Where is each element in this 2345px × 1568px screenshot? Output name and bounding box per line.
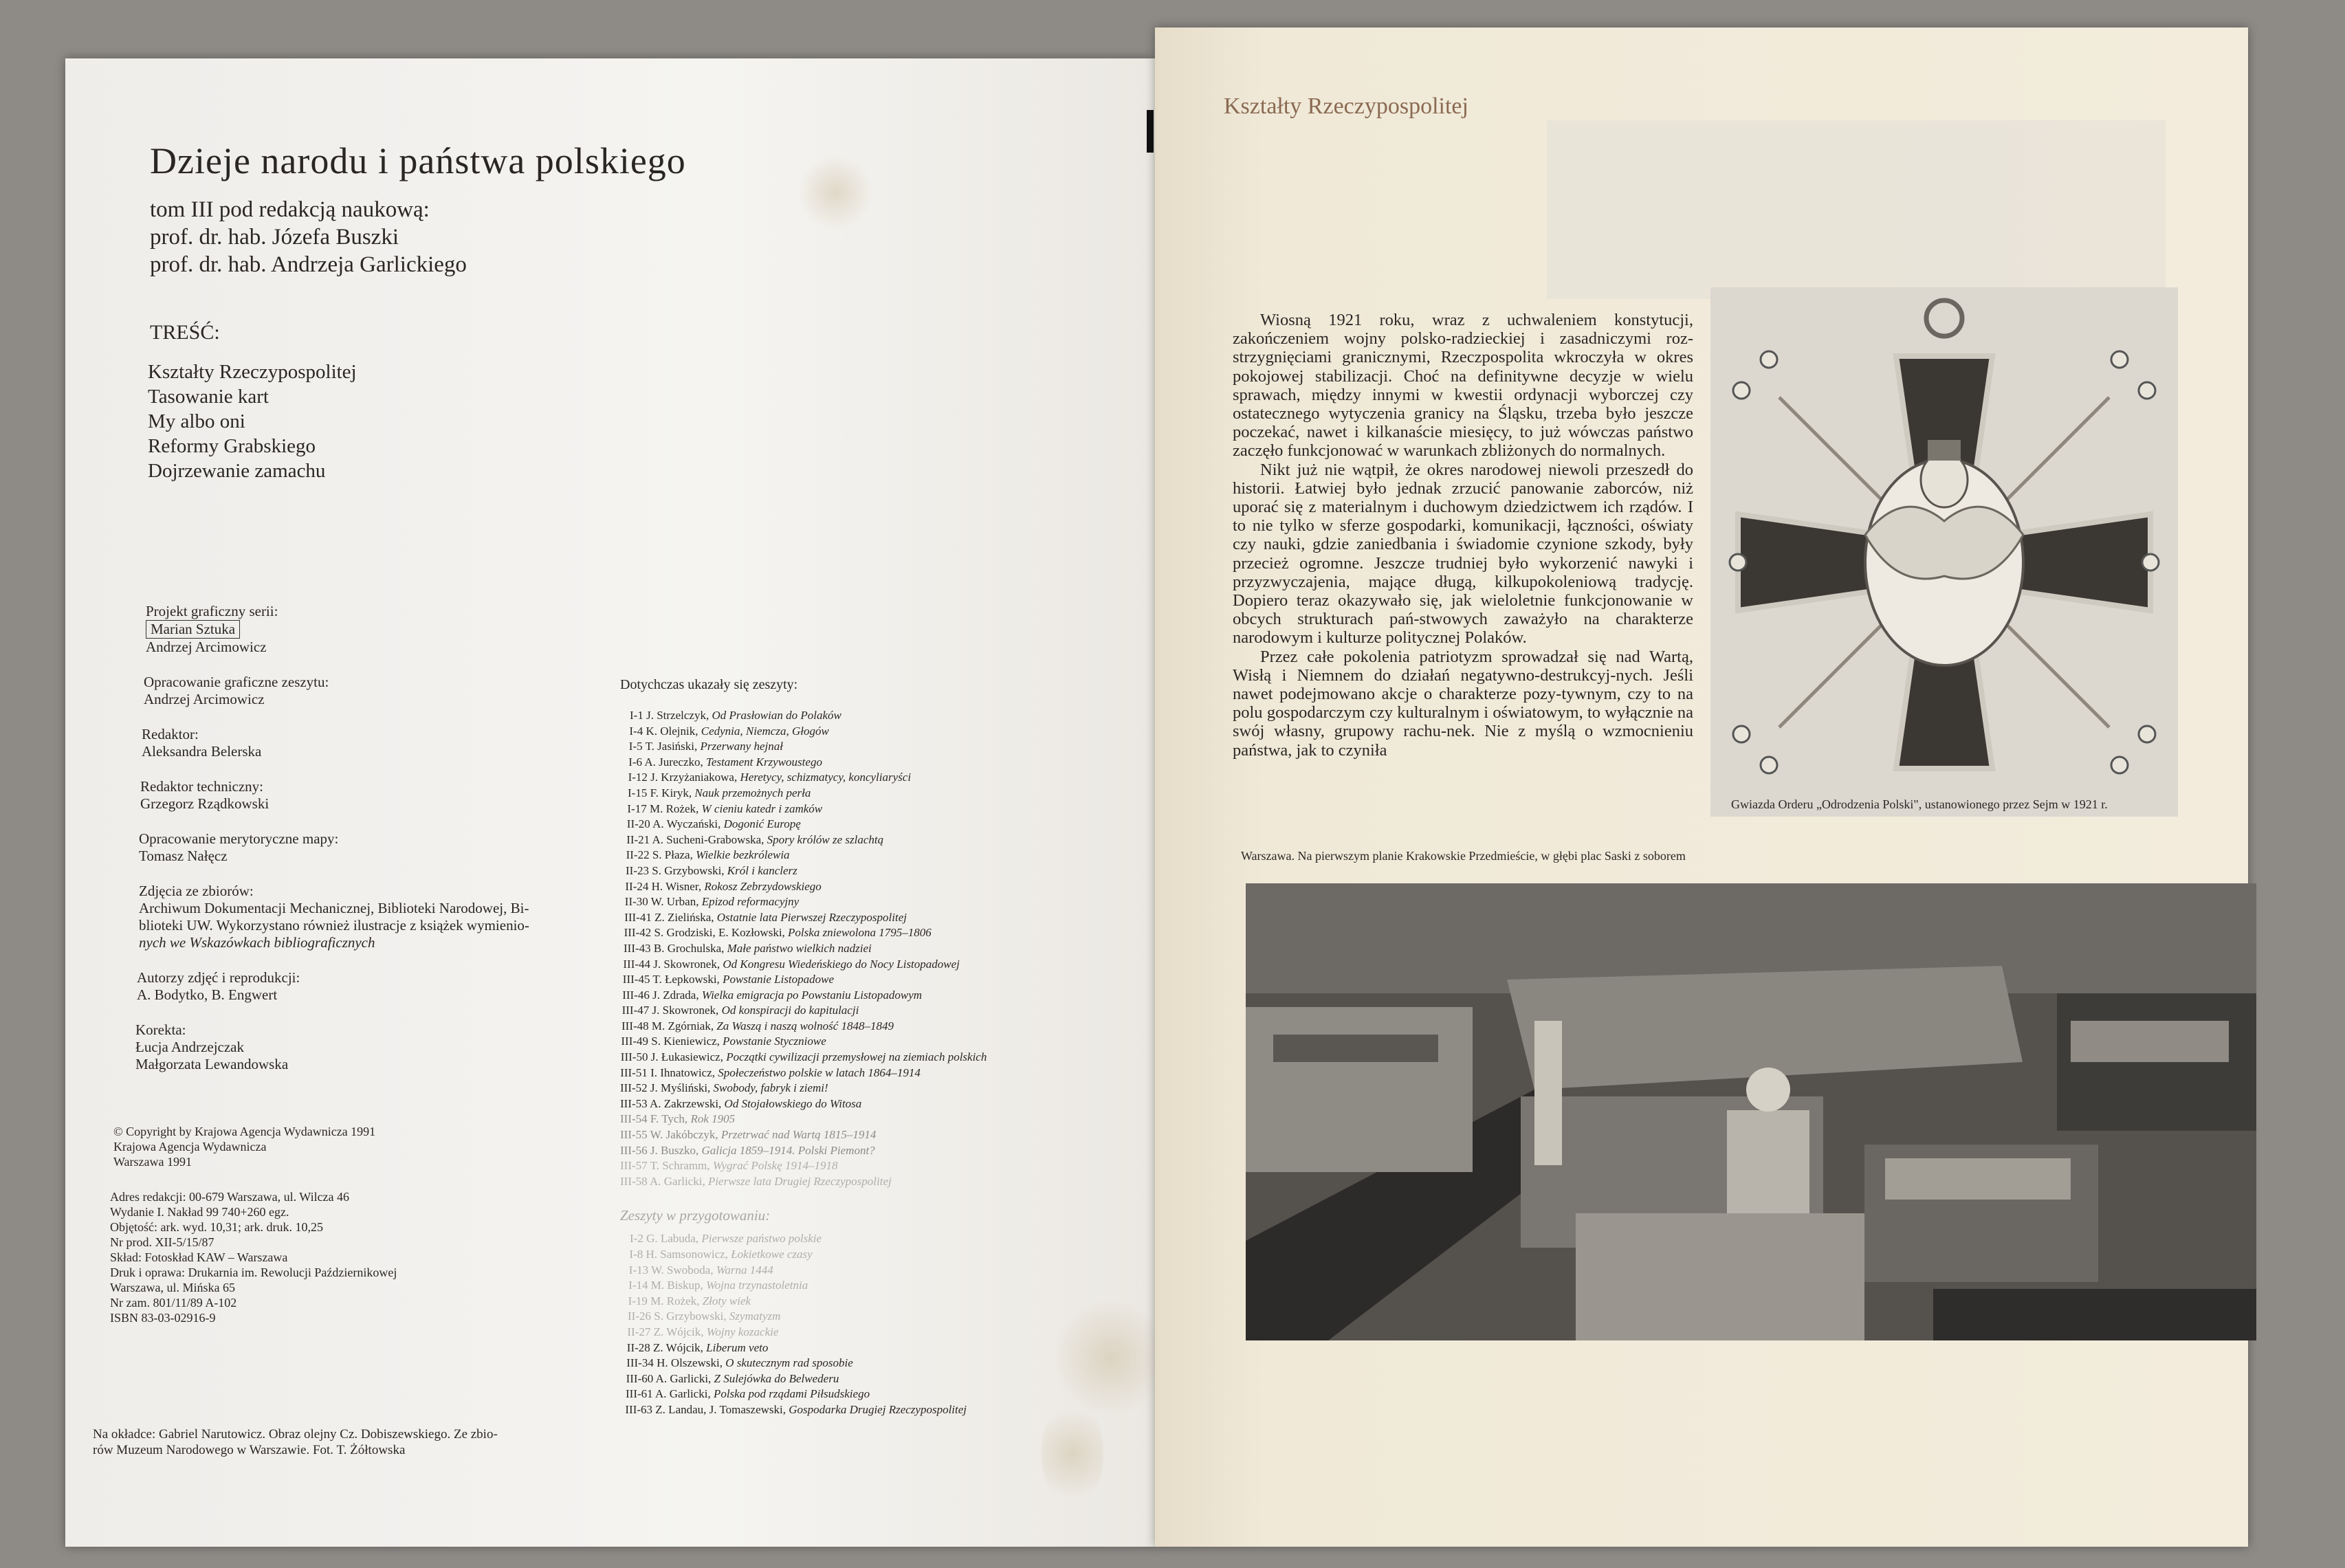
series-item-author: II-21 <box>626 832 652 846</box>
medal-photo <box>1710 287 2178 817</box>
series-item-author: H. Wisner, <box>651 879 705 893</box>
credit-label: Opracowanie graficzne zeszytu: <box>144 674 329 690</box>
series-item-title: Powstanie Listopadowe <box>723 973 835 986</box>
series-item-author: II-27 <box>627 1325 654 1338</box>
running-head: Kształty Rzeczypospolitej <box>1224 93 1468 119</box>
series-item-title: Społeczeństwo polskie w latach 1864–1914 <box>718 1065 921 1079</box>
series-item <box>620 1294 987 1310</box>
series-item-title: Gospodarka Drugiej Rzeczypospolitej <box>789 1402 967 1416</box>
series-item-author: Z. Zielińska, <box>654 910 717 924</box>
series-item <box>620 786 987 802</box>
series-item <box>620 1143 987 1159</box>
show-through-area <box>1547 120 2166 299</box>
series-item-title: Złoty wiek <box>702 1294 751 1307</box>
credit-label: Redaktor: <box>142 726 199 742</box>
credit-label: Zdjęcia ze zbiorów: <box>139 883 254 899</box>
series-item-author: M. Rożek, <box>650 1294 703 1307</box>
cover-note-line: rów Muzeum Narodowego w Warszawie. Fot. T. Żółtowska <box>93 1443 406 1457</box>
series-item-author: S. Kieniewicz, <box>651 1035 723 1048</box>
series-item-author: III-47 <box>621 1004 652 1017</box>
series-item <box>620 863 987 879</box>
series-items <box>620 708 987 1189</box>
series-item-author: W. Urban, <box>650 895 702 909</box>
series-item-author: III-41 <box>624 910 655 924</box>
series-item <box>620 1231 987 1247</box>
series-item-author: I-15 <box>628 786 650 799</box>
series-item-title: Wielka emigracja po Powstaniu Listopadowym <box>701 988 923 1002</box>
series-item-author: III-60 <box>626 1371 656 1385</box>
article-text <box>1233 311 1693 760</box>
series-item-author: III-49 <box>621 1035 652 1048</box>
series-item-author: II-26 <box>628 1310 654 1323</box>
subtitle-line: prof. dr. hab. Józefa Buszki <box>150 225 399 250</box>
series-item-author: M. Rożek, <box>649 802 702 815</box>
series-item <box>620 1003 987 1019</box>
series-item-author: A. Jureczko, <box>644 755 707 769</box>
imprint-line: Objętość: ark. wyd. 10,31; ark. druk. 10,25 <box>110 1220 323 1234</box>
series-item-title: Swobody, fabryk i ziemi! <box>713 1081 828 1095</box>
series-item-author: I. Ihnatowicz, <box>650 1065 718 1079</box>
credit-name: Andrzej Arcimowicz <box>144 691 265 707</box>
series-item-title: Od Stojałowskiego do Witosa <box>724 1096 862 1110</box>
paragraph: Nikt już nie wątpił, że okres narodowej niewoli przeszedł do historii. Łatwiej było jednak zrzucić panowanie zaborców, niż uporać się z materialnym i duchowym dziedzictwem ich rządów. I to nie tylko w sferze gospodarki, komunikacji, łączności, oświaty czy nauki, gdzie zaniedbania i świadomie czynione szkody, były przecież ogromne. Jeszcze trudniej było wykorzenić nawyki i przyzwyczajenia, mające długą, kilkupokoleniową tradycję. Dopiero teraz okazywało się, jak wieloletnie funkcjonowanie w obcych strukturach pań-stwowych zaważyło na charakterze narodowym i kulturze politycznej Polaków. <box>1233 460 1693 648</box>
copyright-line: Warszawa 1991 <box>113 1155 192 1169</box>
series-item-author: A. Garlicki, <box>655 1371 714 1385</box>
subtitle-line: tom III pod redakcją naukową: <box>150 197 430 222</box>
series-item-title: Wygrać Polskę 1914–1918 <box>712 1159 838 1173</box>
series-item-author: F. Tych, <box>650 1112 691 1126</box>
series-item-author: I-6 <box>628 755 645 769</box>
series-item-title: Dogonić Europę <box>723 817 801 831</box>
series-item-title: Powstanie Styczniowe <box>723 1035 826 1048</box>
imprint-line: ISBN 83-03-02916-9 <box>110 1311 216 1325</box>
prep-heading: Zeszyty w przygotowaniu: <box>620 1207 771 1224</box>
series-item-author: III-58 <box>620 1174 650 1188</box>
series-item-author: S. Grodziski, E. Kozłowski, <box>654 926 789 940</box>
series-item <box>620 957 987 973</box>
cover-note-line: Na okładce: Gabriel Narutowicz. Obraz olejny Cz. Dobiszewskiego. Ze zbio- <box>93 1427 498 1442</box>
series-item <box>620 1247 987 1263</box>
series-item <box>620 1158 987 1174</box>
credit-name: nych we Wskazówkach bibliograficznych <box>139 934 375 951</box>
series-item-title: Wojny kozackie <box>706 1325 779 1338</box>
series-item-author: I-8 <box>629 1248 646 1261</box>
toc-item: Dojrzewanie zamachu <box>148 460 326 482</box>
series-item-title: Szymatyzm <box>729 1310 781 1323</box>
series-item <box>620 1371 987 1387</box>
credit-name: Łucja Andrzejczak <box>135 1039 244 1055</box>
series-list <box>620 677 987 1418</box>
stain <box>797 155 873 230</box>
series-item-title: Liberum veto <box>706 1340 769 1354</box>
toc-item: Kształty Rzeczypospolitej <box>148 361 357 383</box>
series-item-author: G. Labuda, <box>646 1232 702 1246</box>
series-item-author: II-24 <box>625 879 652 893</box>
imprint-line: Adres redakcji: 00-679 Warszawa, ul. Wilcza 46 <box>110 1190 350 1204</box>
imprint-line: Wydanie I. Nakład 99 740+260 egz. <box>110 1205 289 1219</box>
series-item-author: II-22 <box>626 848 652 862</box>
series-item-author: A. Garlicki, <box>654 1387 714 1401</box>
credits-block <box>135 603 661 1091</box>
series-item-title: Galicja 1859–1914. Polski Piemont? <box>701 1143 875 1157</box>
order-star-image <box>1710 287 2178 817</box>
series-item <box>620 1309 987 1325</box>
series-item <box>620 1325 987 1340</box>
series-item-author: III-55 <box>620 1128 650 1142</box>
series-item-author: I-14 <box>628 1279 651 1292</box>
series-item-title: Łokietkowe czasy <box>731 1248 813 1261</box>
series-item <box>620 1112 987 1127</box>
series-item-author: II-30 <box>624 895 651 909</box>
series-item-title: Epizod reformacyjny <box>701 895 800 909</box>
series-item-author: III-45 <box>622 973 653 986</box>
paragraph: Przez całe pokolenia patriotyzm sprowadzał się nad Wartą, Wisłą i Niemnem do działań negatywno-destrukcyj-nych. Jeśli nawet podejmowano akcje o charakterze pozy-tywnym, czy to na polu gospodarczym czy kulturalnym i oświatowym, to wyłącznie na swój własny, grupowy rachu-nek. Nie z myślą o wzmocnieniu państwa, jak to czyniła <box>1233 647 1693 760</box>
imprint-block <box>110 1189 397 1325</box>
series-item-author: F. Kiryk, <box>650 786 695 799</box>
credit-name: Andrzej Arcimowicz <box>146 639 267 655</box>
series-heading: Dotychczas ukazały się zeszyty: <box>620 677 798 692</box>
toc-item: Reformy Grabskiego <box>148 435 316 457</box>
copyright-line: Krajowa Agencja Wydawnicza <box>113 1140 267 1153</box>
series-item-author: I-19 <box>628 1294 651 1307</box>
toc-heading: TREŚĆ: <box>150 321 220 344</box>
series-item-title: Nauk przemożnych perła <box>694 786 811 799</box>
series-item-title: Z Sulejówka do Belwederu <box>714 1371 839 1385</box>
series-item-title: O skutecznym rad sposobie <box>725 1356 853 1370</box>
series-item-author: A. Zakrzewski, <box>649 1096 725 1110</box>
imprint-line: Druk i oprawa: Drukarnia im. Rewolucji Październikowej <box>110 1266 397 1279</box>
series-item <box>620 1278 987 1294</box>
series-item <box>620 941 987 957</box>
series-item <box>620 925 987 941</box>
book-title: Dzieje narodu i państwa polskiego <box>150 140 686 181</box>
series-item-author: S. Płaza, <box>652 848 696 862</box>
series-item <box>620 770 987 786</box>
left-page <box>65 58 1155 1547</box>
series-item-title: Rokosz Zebrzydowskiego <box>704 879 822 893</box>
credit-label: Projekt graficzny serii: <box>146 603 278 619</box>
series-item-author: III-42 <box>624 926 654 940</box>
series-item-author: T. Schramm, <box>650 1159 713 1173</box>
series-item-author: I-1 <box>630 709 647 722</box>
series-item-author: W. Swoboda, <box>651 1263 716 1277</box>
series-item <box>620 1402 987 1418</box>
series-item-author: T. Jasiński, <box>645 740 701 753</box>
series-item-author: A. Wyczański, <box>652 817 724 831</box>
series-item-title: Wojna trzynastoletnia <box>706 1279 808 1292</box>
series-item-author: Z. Landau, J. Tomaszewski, <box>655 1402 789 1416</box>
series-item-author: III-50 <box>620 1050 651 1064</box>
medal-caption: Gwiazda Orderu „Odrodzenia Polski", ustanowionego przez Sejm w 1921 r. <box>1731 797 2108 811</box>
series-item <box>620 755 987 771</box>
credit-name: blioteki UW. Wykorzystano również ilustracje z książek wymienio- <box>139 917 529 934</box>
series-item-author: III-54 <box>620 1112 650 1126</box>
series-item-title: Król i kanclerz <box>727 863 797 877</box>
series-item-title: Polska pod rządami Piłsudskiego <box>713 1387 870 1401</box>
series-item <box>620 802 987 817</box>
series-item <box>620 879 987 895</box>
series-item-author: A. Garlicki, <box>649 1174 708 1188</box>
series-item-author: B. Grochulska, <box>653 941 727 955</box>
series-item <box>620 1019 987 1035</box>
credit-label: Autorzy zdjęć i reprodukcji: <box>137 969 300 986</box>
series-item-author: S. Grzybowski, <box>654 1310 729 1323</box>
series-item-author: III-52 <box>620 1081 650 1095</box>
series-item-author: J. Skowronek, <box>652 1004 722 1017</box>
toc-item: Tasowanie kart <box>148 386 269 408</box>
imprint-line: Nr zam. 801/11/89 A-102 <box>110 1296 237 1310</box>
series-item-title: Wielkie bezkrólewia <box>696 848 790 862</box>
series-item <box>620 910 987 926</box>
series-item-title: Spory królów ze szlachtą <box>767 832 884 846</box>
toc-item: My albo oni <box>148 410 245 432</box>
series-item-author: H. Samsonowicz, <box>646 1248 731 1261</box>
series-item <box>620 739 987 755</box>
series-item-title: Od Prasłowian do Polaków <box>712 709 841 722</box>
series-item-author: Z. Wójcik, <box>653 1340 707 1354</box>
series-item-title: Pierwsze państwo polskie <box>701 1232 822 1246</box>
credit-name: Małgorzata Lewandowska <box>135 1056 289 1072</box>
series-item-author: Z. Wójcik, <box>653 1325 707 1338</box>
series-item-author: J. Skowronek, <box>653 957 723 971</box>
series-item-author: J. Strzelczyk, <box>646 709 712 722</box>
series-item-author: III-34 <box>626 1356 657 1370</box>
copyright-line: © Copyright by Krajowa Agencja Wydawnicza 1991 <box>113 1125 376 1138</box>
series-item <box>620 1096 987 1112</box>
series-item-author: I-4 <box>629 724 646 738</box>
series-item-title: Polska zniewolona 1795–1806 <box>788 926 932 940</box>
series-item-author: II-28 <box>626 1340 654 1354</box>
credit-name: Marian Sztuka <box>146 620 240 639</box>
credit-name: Aleksandra Belerska <box>142 743 262 760</box>
series-item-title: Przetrwać nad Wartą 1815–1914 <box>720 1128 877 1142</box>
right-page <box>1155 27 2248 1547</box>
series-item <box>620 972 987 988</box>
series-item <box>620 1356 987 1371</box>
series-item-author: III-48 <box>621 1019 652 1033</box>
aerial-photo-warsaw <box>1246 883 2256 1340</box>
series-item-author: II-20 <box>626 817 653 831</box>
imprint-line: Skład: Fotoskład KAW – Warszawa <box>110 1250 288 1264</box>
series-item-author: A. Sucheni-Grabowska, <box>652 832 767 846</box>
series-item <box>620 1174 987 1190</box>
aerial-photo-image <box>1246 883 2256 1340</box>
series-item-title: Małe państwo wielkich nadziei <box>727 941 872 955</box>
series-item-author: K. Olejnik, <box>646 724 701 738</box>
series-item-title: Testament Krzywoustego <box>706 755 822 769</box>
series-item <box>620 988 987 1004</box>
series-item-author: III-63 <box>625 1402 656 1416</box>
imprint-line: Warszawa, ul. Mińska 65 <box>110 1281 236 1294</box>
prep-items <box>620 1231 987 1417</box>
subtitle-line: prof. dr. hab. Andrzeja Garlickiego <box>150 252 467 277</box>
series-item-title: Od Kongresu Wiedeńskiego do Nocy Listopadowej <box>723 957 960 971</box>
series-item-author: III-53 <box>620 1096 650 1110</box>
series-item-title: Heretycy, schizmatycy, koncyliaryści <box>740 771 912 784</box>
series-item <box>620 1127 987 1143</box>
series-item <box>620 1081 987 1096</box>
credit-label: Korekta: <box>135 1022 186 1038</box>
credit-label: Opracowanie merytoryczne mapy: <box>139 830 339 847</box>
series-item <box>620 1034 987 1050</box>
series-item-title: Ostatnie lata Pierwszej Rzeczypospolitej <box>716 910 907 924</box>
series-item-author: H. Olszewski, <box>657 1356 726 1370</box>
series-item <box>620 1065 987 1081</box>
series-item <box>620 724 987 740</box>
series-item-author: II-23 <box>626 863 652 877</box>
series-item <box>620 1263 987 1279</box>
photo-caption: Warszawa. Na pierwszym planie Krakowskie Przedmieście, w głębi plac Saski z soborem <box>1241 849 1686 863</box>
imprint-line: Nr prod. XII-5/15/87 <box>110 1235 214 1249</box>
series-item-author: III-51 <box>620 1065 651 1079</box>
series-item-author: III-61 <box>626 1387 655 1401</box>
series-item-author: W. Jakóbczyk, <box>650 1128 721 1142</box>
series-item <box>620 1050 987 1065</box>
series-item-title: Początki cywilizacji przemysłowej na ziemiach polskich <box>726 1050 987 1064</box>
series-item-title: Za Waszą i naszą wolność 1848–1849 <box>716 1019 894 1033</box>
series-item <box>620 1387 987 1402</box>
series-item <box>620 832 987 848</box>
credit-name: Tomasz Nałęcz <box>139 848 228 864</box>
series-item-title: Pierwsze lata Drugiej Rzeczypospolitej <box>707 1174 892 1188</box>
binding-mark <box>1147 110 1154 153</box>
series-item <box>620 708 987 724</box>
series-item-author: J. Buszko, <box>650 1143 702 1157</box>
series-item-author: M. Zgórniak, <box>651 1019 717 1033</box>
series-item-author: III-56 <box>620 1143 650 1157</box>
series-item-author: I-17 <box>627 802 650 815</box>
credit-name: Grzegorz Rządkowski <box>140 795 269 812</box>
series-item-author: I-5 <box>628 740 646 753</box>
series-item-author: J. Krzyżaniakowa, <box>650 771 740 784</box>
series-item <box>620 1340 987 1356</box>
series-item <box>620 848 987 863</box>
series-item-author: III-46 <box>622 988 653 1002</box>
series-item-author: III-43 <box>624 941 654 955</box>
credit-name: A. Bodytko, B. Engwert <box>137 986 278 1003</box>
series-item-title: Cedynia, Niemcza, Głogów <box>701 724 829 738</box>
copyright-block <box>113 1124 375 1169</box>
series-item <box>620 817 987 832</box>
series-item-title: Warna 1444 <box>716 1263 773 1277</box>
paragraph: Wiosną 1921 roku, wraz z uchwaleniem konstytucji, zakończeniem wojny polsko-radzieckiej i zasadniczymi roz-strzygnięciami granicznymi, Rzeczpospolita wkroczyła w okres pokojowej stabilizacji. Choć na definitywne decyzje w wielu sprawach, między innymi w kwestii ordynacji wyborczej czy ostatecznego wytyczenia granicy na Śląsku, trzeba było jeszcze poczekać, nawet i kilkanaście miesięcy, to już wówczas państwo zaczęło funkcjonować w warunkach zbliżonych do normalnych. <box>1233 311 1693 461</box>
series-item-author: T. Łepkowski, <box>652 973 723 986</box>
table-of-contents <box>148 360 357 483</box>
series-item-title: Rok 1905 <box>690 1112 736 1126</box>
series-item-author: M. Biskup, <box>650 1279 707 1292</box>
series-item-title: Od konspiracji do kapitulacji <box>721 1004 859 1017</box>
series-item-title: W cieniu katedr i zamków <box>701 802 823 815</box>
series-item-author: J. Myśliński, <box>650 1081 714 1095</box>
credit-label: Redaktor techniczny: <box>140 778 264 795</box>
cover-note <box>93 1426 498 1458</box>
series-item-author: III-44 <box>623 957 654 971</box>
series-item <box>620 894 987 910</box>
series-item-author: I-13 <box>628 1263 652 1277</box>
series-item-author: I-12 <box>628 771 651 784</box>
series-item-author: J. Zdrada, <box>652 988 702 1002</box>
credit-name: Archiwum Dokumentacji Mechanicznej, Biblioteki Narodowej, Bi- <box>139 900 529 916</box>
series-item-author: I-2 <box>630 1232 647 1246</box>
editors-block <box>150 196 467 278</box>
series-item-title: Przerwany hejnał <box>700 740 783 753</box>
series-item-author: S. Grzybowski, <box>652 863 727 877</box>
stain <box>1042 1399 1103 1509</box>
series-item-author: J. Łukasiewicz, <box>650 1050 727 1064</box>
series-item-author: III-57 <box>620 1159 650 1173</box>
